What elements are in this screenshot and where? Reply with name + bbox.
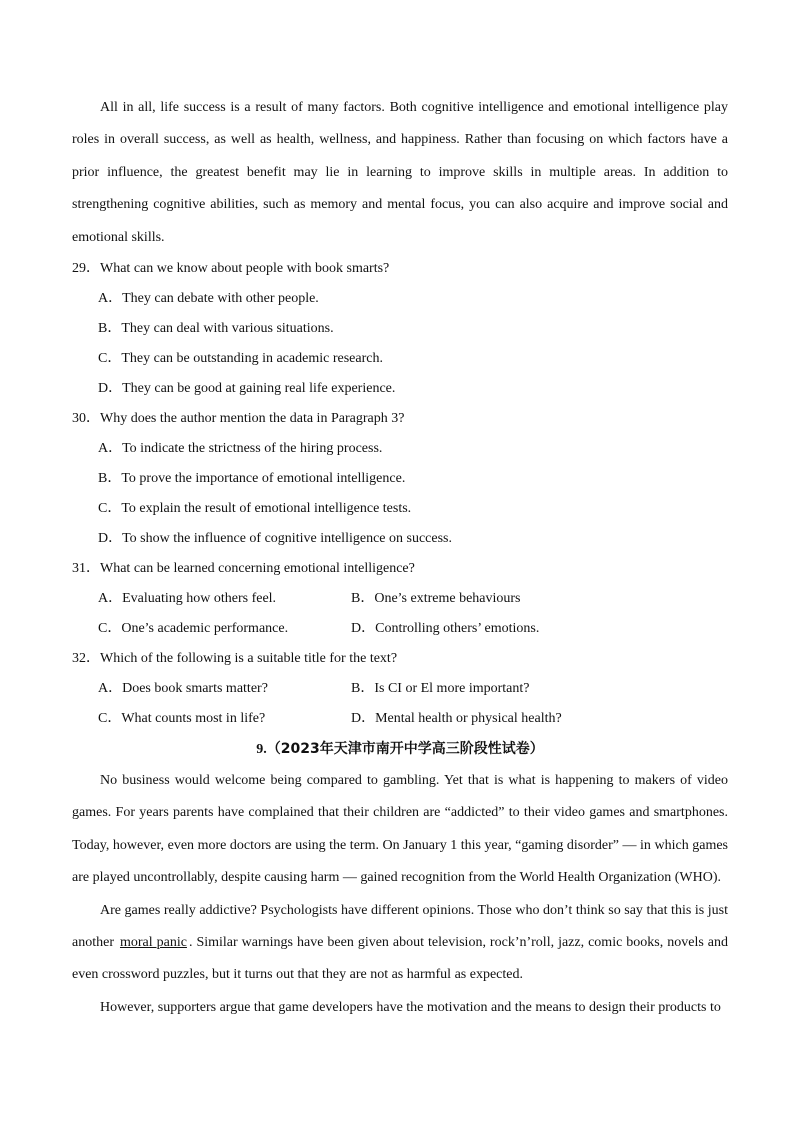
question-32-option-b: B．Is CI or El more important? xyxy=(351,681,530,697)
question-32-options-row-2 xyxy=(72,704,728,734)
underlined-phrase: moral panic xyxy=(119,935,187,951)
passage2-paragraph-2-start: Are games really addictive? Psychologists have different opinions. Those who don’t think so say that this is just another xyxy=(72,902,728,951)
question-29-option-b: B．They can deal with various situations. xyxy=(98,321,334,337)
passage2-paragraph-2-end: . Similar warnings have been given about television, rock’n’roll, jazz, comic books, novels and even crossword puzzles, but it turns out that they are not as harmful as expected. xyxy=(72,935,728,983)
question-30-stem: 30．Why does the author mention the data in Paragraph 3? xyxy=(72,411,405,427)
question-32-option-c: C．What counts most in life? xyxy=(98,711,266,727)
question-31-options-row-2 xyxy=(72,614,728,644)
question-31-option-a: A．Evaluating how others feel. xyxy=(98,591,277,607)
question-29-stem: 29．What can we know about people with book smarts? xyxy=(72,261,390,277)
passage1-paragraph: All in all, life success is a result of many factors. Both cognitive intelligence and emotional intelligence play roles in overall success, as well as health, wellness, and happiness. Rather than focusing on which factors have a prior influence, the greatest benefit may lie in learning to improve skills in multiple areas. In addition to strengthening cognitive abilities, such as memory and mental focus, you can also acquire and improve social and emotional skills. xyxy=(72,100,728,245)
question-29-option-d: D．They can be good at gaining real life experience. xyxy=(98,381,396,397)
question-29-option-c: C．They can be outstanding in academic research. xyxy=(98,351,383,367)
question-29 xyxy=(72,254,728,404)
passage2-paragraph-1: No business would welcome being compared to gambling. Yet that is what is happening to makers of video games. For years parents have complained that their children are “addicted” to their video games and smartphones. Today, however, even more doctors are using the term. On January 1 this year, “gaming disorder” — in which games are played uncontrollably, despite causing harm — gained recognition from the World Health Organization (WHO). xyxy=(72,773,728,886)
question-32-stem: 32．Which of the following is a suitable title for the text? xyxy=(72,651,398,667)
question-30-option-a: A．To indicate the strictness of the hiring process. xyxy=(98,441,383,457)
question-29-option-a: A．They can debate with other people. xyxy=(98,291,319,307)
question-30-option-c: C．To explain the result of emotional intelligence tests. xyxy=(98,501,412,517)
question-32-option-d: D．Mental health or physical health? xyxy=(351,711,562,727)
section-9-source: （2023年天津市南开中学高三阶段性试卷） xyxy=(266,741,544,758)
question-30 xyxy=(72,404,728,554)
question-30-option-b: B．To prove the importance of emotional intelligence. xyxy=(98,471,406,487)
question-30-option-d: D．To show the influence of cognitive intelligence on success. xyxy=(98,531,452,547)
question-31-option-d: D．Controlling others’ emotions. xyxy=(351,621,540,637)
question-32 xyxy=(72,644,728,734)
passage2-paragraph-2 xyxy=(72,895,728,992)
section-9-title xyxy=(72,734,728,765)
question-31-options-row-1 xyxy=(72,584,728,614)
document-page xyxy=(72,92,728,1024)
section-9-number: 9. xyxy=(256,742,267,758)
question-32-option-a: A．Does book smarts matter? xyxy=(98,681,268,697)
question-31-stem: 31．What can be learned concerning emotional intelligence? xyxy=(72,561,415,577)
question-31-option-c: C．One’s academic performance. xyxy=(98,621,289,637)
question-31 xyxy=(72,554,728,644)
question-32-options-row-1 xyxy=(72,674,728,704)
question-31-option-b: B．One’s extreme behaviours xyxy=(351,591,521,607)
passage2-paragraph-3: However, supporters argue that game developers have the motivation and the means to design their products to xyxy=(100,999,721,1015)
